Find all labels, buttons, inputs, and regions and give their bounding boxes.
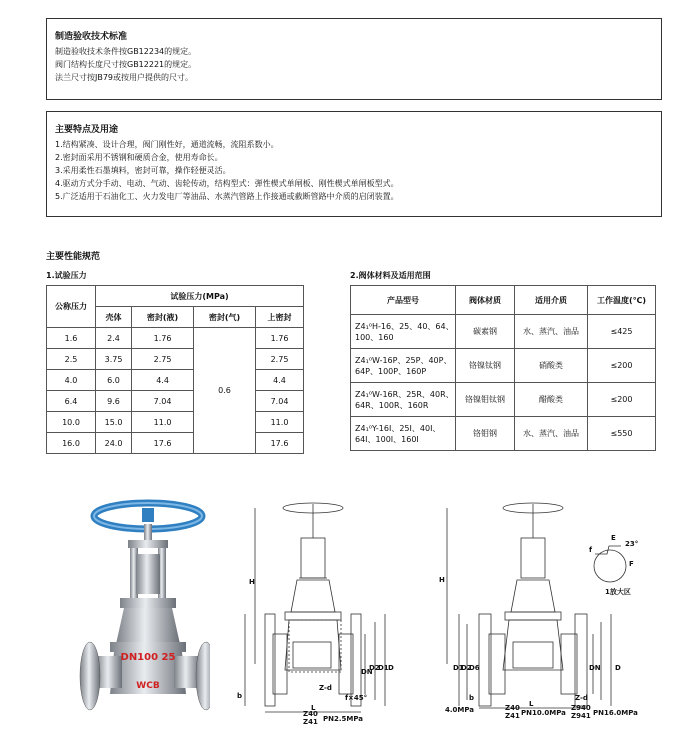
- cell: 17.6: [132, 433, 194, 454]
- drawing-2: [425, 494, 665, 724]
- pressure-table: [46, 285, 304, 454]
- dim-label: D1: [453, 664, 464, 672]
- col-temp: 工作温度(℃): [588, 286, 656, 315]
- cell: 2.75: [256, 349, 304, 370]
- table-row: [47, 370, 304, 391]
- model-label: Z940: [571, 704, 591, 712]
- performance-heading: 主要性能规范: [46, 252, 101, 262]
- cell: 7.04: [132, 391, 194, 412]
- dim-label: DN: [589, 664, 601, 672]
- standards-title: 制造验收技术标准: [55, 32, 128, 42]
- temp-cell: ≤200: [588, 349, 656, 383]
- table-row: [351, 349, 656, 383]
- table-row: [47, 412, 304, 433]
- media-cell: 水、蒸汽、油品: [515, 417, 588, 451]
- temp-cell: ≤425: [588, 315, 656, 349]
- col-seal-liquid: 密封(液): [132, 307, 194, 328]
- cell: 24.0: [96, 433, 132, 454]
- dim-label: D: [388, 664, 394, 672]
- cell: 6.0: [96, 370, 132, 391]
- pressure-label: PN16.0MPa: [593, 709, 638, 717]
- feature-line: 2.密封面采用不锈钢和硬质合金，使用寿命长。: [55, 153, 223, 162]
- model-label: Z41: [505, 712, 520, 720]
- col-test: 试验压力(MPa): [96, 286, 304, 307]
- col-nominal: 公称压力: [47, 286, 96, 328]
- materials-table: [350, 285, 656, 451]
- model-label: Z40: [303, 710, 318, 718]
- cell: 7.04: [256, 391, 304, 412]
- dim-label: F: [629, 560, 634, 568]
- dim-label: H: [439, 576, 445, 584]
- temp-cell: ≤200: [588, 383, 656, 417]
- table-row: [47, 391, 304, 412]
- features-title: 主要特点及用途: [55, 125, 119, 135]
- media-cell: 水、蒸汽、油品: [515, 315, 588, 349]
- standards-box: [46, 18, 662, 100]
- table-row: [47, 349, 304, 370]
- col-media: 适用介质: [515, 286, 588, 315]
- feature-line: 1.结构紧凑、设计合理，阀门刚性好，通道流畅，流阻系数小。: [55, 140, 279, 149]
- col-shell: 壳体: [96, 307, 132, 328]
- model-label: Z941: [571, 712, 591, 720]
- standards-line: 法兰尺寸按JB79或按用户提供的尺寸。: [55, 73, 194, 82]
- table-row: [351, 383, 656, 417]
- cell: 4.4: [132, 370, 194, 391]
- materials-heading: 2.阀体材料及适用范围: [350, 271, 431, 280]
- standards-line: 阀门结构长度尺寸按GB12221的规定。: [55, 60, 197, 69]
- dim-label: f×45°: [345, 694, 368, 702]
- dim-label: DN: [361, 668, 373, 676]
- cell: 4.0: [47, 370, 96, 391]
- pressure-heading: 1.试验压力: [46, 271, 87, 280]
- col-model: 产品型号: [351, 286, 456, 315]
- pressure-label: PN2.5MPa: [323, 715, 364, 723]
- material-cell: 铬镍钼钛钢: [456, 383, 515, 417]
- valve-photo: [70, 494, 210, 740]
- dim-label: b: [237, 692, 243, 700]
- cell: 2.4: [96, 328, 132, 349]
- col-upper-seal: 上密封: [256, 307, 304, 328]
- table-row: [47, 328, 304, 349]
- cell: 17.6: [256, 433, 304, 454]
- table-row: [47, 433, 304, 454]
- dim-label: f: [589, 546, 593, 554]
- table-row: [351, 315, 656, 349]
- cell: 4.4: [256, 370, 304, 391]
- dim-label: Z-d: [319, 684, 332, 692]
- cell: 1.6: [47, 328, 96, 349]
- media-cell: 硝酸类: [515, 349, 588, 383]
- dim-label: 23°: [625, 540, 639, 548]
- dim-label: b: [469, 694, 475, 702]
- model-cell: Z4₁⁰Y-16I、25I、40I、64I、100I、160I: [351, 417, 456, 451]
- cell: 2.5: [47, 349, 96, 370]
- model-cell: Z4₁⁰W-16R、25R、40R、64R、100R、160R: [351, 383, 456, 417]
- feature-line: 3.采用柔性石墨填料，密封可靠，操作轻便灵活。: [55, 166, 231, 175]
- col-material: 阀体材质: [456, 286, 515, 315]
- dim-label: H: [249, 578, 255, 586]
- cell: 11.0: [256, 412, 304, 433]
- dim-label: D: [615, 664, 621, 672]
- cell: 15.0: [96, 412, 132, 433]
- dim-label: D2: [461, 664, 472, 672]
- material-cell: 铬钼钢: [456, 417, 515, 451]
- dim-label: L: [529, 700, 534, 708]
- valve-body-text: DN100 25: [120, 652, 176, 663]
- dim-label: Z-d: [575, 694, 588, 702]
- pressure-label: PN10.0MPa: [521, 709, 566, 717]
- temp-cell: ≤550: [588, 417, 656, 451]
- model-cell: Z4₁⁰H-16、25、40、64、100、160: [351, 315, 456, 349]
- model-cell: Z4₁⁰W-16P、25P、40P、64P、100P、160P: [351, 349, 456, 383]
- standards-line: 制造验收技术条件按GB12234的规定。: [55, 47, 197, 56]
- feature-line: 5.广泛适用于石油化工、火力发电厂等油品、水蒸汽管路上作接通或截断管路中介质的启闭装置。: [55, 192, 399, 201]
- cell: 6.4: [47, 391, 96, 412]
- cell: 16.0: [47, 433, 96, 454]
- cell: 9.6: [96, 391, 132, 412]
- model-label: Z41: [303, 718, 318, 724]
- table-row: [351, 417, 656, 451]
- valve-logo: WCB: [136, 681, 160, 691]
- features-box: [46, 111, 662, 217]
- cell: 1.76: [132, 328, 194, 349]
- dim-label: D6: [469, 664, 480, 672]
- cell: 2.75: [132, 349, 194, 370]
- dim-label: D1: [378, 664, 389, 672]
- cell: 10.0: [47, 412, 96, 433]
- gas-seal-value: 0.6: [194, 328, 256, 454]
- pressure-label: 4.0MPa: [445, 706, 475, 714]
- model-label: Z40: [505, 704, 520, 712]
- feature-line: 4.驱动方式分手动、电动、气动、齿轮传动，结构型式：弹性楔式单闸板、刚性楔式单闸板型式。: [55, 179, 399, 188]
- dim-label: D2: [369, 664, 380, 672]
- material-cell: 碳素钢: [456, 315, 515, 349]
- dim-label: L: [311, 704, 316, 712]
- col-seal-gas: 密封(气): [194, 307, 256, 328]
- cell: 1.76: [256, 328, 304, 349]
- dim-label: E: [611, 534, 616, 542]
- media-cell: 醋酸类: [515, 383, 588, 417]
- drawing-1: [235, 494, 405, 724]
- material-cell: 铬镍钛钢: [456, 349, 515, 383]
- detail-label: 1放大区: [605, 588, 631, 596]
- cell: 3.75: [96, 349, 132, 370]
- cell: 11.0: [132, 412, 194, 433]
